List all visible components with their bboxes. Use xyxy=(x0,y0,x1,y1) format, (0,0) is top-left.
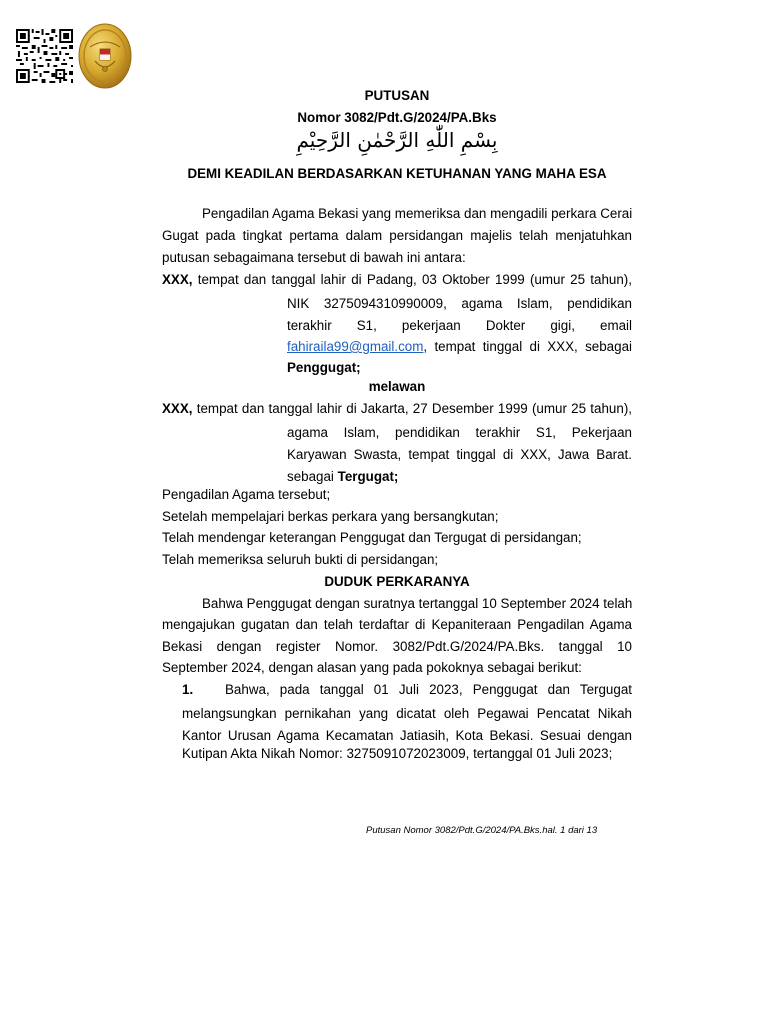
duduk-line-2: mengajukan gugatan dan telah terdaftar di Kepaniteraan Pengadilan Agama xyxy=(162,617,632,632)
item-1-number: 1. xyxy=(182,682,194,697)
penggugat-line-2: NIK 3275094310990009, agama Islam, pendidikan xyxy=(287,296,632,311)
qr-code xyxy=(16,29,73,83)
demi-keadilan-heading: DEMI KEADILAN BERDASARKAN KETUHANAN YANG MAHA ESA xyxy=(187,166,607,181)
tergugat-line-3: Karyawan Swasta, tempat tinggal di XXX, Jawa Barat. xyxy=(287,447,632,462)
tergugat-role: Tergugat; xyxy=(337,469,399,484)
penggugat-name: XXX, xyxy=(162,272,193,287)
versus-label: melawan xyxy=(368,379,426,394)
statement-1: Pengadilan Agama tersebut; xyxy=(162,487,331,502)
document-number: Nomor 3082/Pdt.G/2024/PA.Bks xyxy=(297,110,497,125)
item-1-line-1: Bahwa, pada tanggal 01 Juli 2023, Penggugat dan Tergugat xyxy=(225,682,632,697)
bismillah-calligraphy: بِسْمِ اللّٰهِ الرَّحْمٰنِ الرَّحِيْمِ xyxy=(296,128,498,152)
statement-4: Telah memeriksa seluruh bukti di persidangan; xyxy=(162,552,439,567)
intro-line-3: putusan sebagaimana tersebut di bawah ini antara: xyxy=(162,250,466,265)
penggugat-role: Penggugat; xyxy=(287,360,361,375)
penggugat-line-4: fahiraila99@gmail.com, tempat tinggal di XXX, sebagai xyxy=(287,339,632,354)
item-1-line-2: melangsungkan pernikahan yang dicatat oleh Pegawai Pencatat Nikah xyxy=(182,706,632,721)
court-emblem-logo xyxy=(78,23,132,89)
duduk-line-1: Bahwa Penggugat dengan suratnya tertanggal 10 September 2024 telah xyxy=(202,596,633,611)
tergugat-name: XXX, xyxy=(162,401,193,416)
section-title-duduk-perkaranya: DUDUK PERKARANYA xyxy=(324,574,470,589)
intro-line-1: Pengadilan Agama Bekasi yang memeriksa dan mengadili perkara Cerai xyxy=(202,206,633,221)
statement-2: Setelah mempelajari berkas perkara yang bersangkutan; xyxy=(162,509,499,524)
item-1-line-3: Kantor Urusan Agama Kecamatan Jatiasih, Kota Bekasi. Sesuai dengan xyxy=(182,728,632,743)
duduk-line-3: Bekasi dengan register Nomor. 3082/Pdt.G/2024/PA.Bks. tanggal 10 xyxy=(162,639,632,654)
item-1-line-4: Kutipan Akta Nikah Nomor: 3275091072023009, tertanggal 01 Juli 2023; xyxy=(182,746,613,761)
intro-line-2: Gugat pada tingkat pertama dalam persidangan majelis telah menjatuhkan xyxy=(162,228,632,243)
penggugat-line-3: terakhir S1, pekerjaan Dokter gigi, email xyxy=(287,318,632,333)
duduk-line-4: September 2024, dengan alasan yang pada pokoknya sebagai berikut: xyxy=(162,660,582,675)
tergugat-line-1: XXX, tempat dan tanggal lahir di Jakarta, 27 Desember 1999 (umur 25 tahun), xyxy=(162,401,632,416)
page-footer: Putusan Nomor 3082/Pdt.G/2024/PA.Bks.hal. 1 dari 13 xyxy=(366,825,598,836)
penggugat-email-link[interactable]: fahiraila99@gmail.com xyxy=(287,339,424,354)
tergugat-line-2: agama Islam, pendidikan terakhir S1, Pekerjaan xyxy=(287,425,632,440)
statement-3: Telah mendengar keterangan Penggugat dan Tergugat di persidangan; xyxy=(162,530,582,545)
tergugat-line-4: sebagai Tergugat; xyxy=(287,469,399,484)
document-title: PUTUSAN xyxy=(364,88,430,103)
penggugat-line-1: XXX, tempat dan tanggal lahir di Padang, 03 Oktober 1999 (umur 25 tahun), xyxy=(162,272,632,287)
